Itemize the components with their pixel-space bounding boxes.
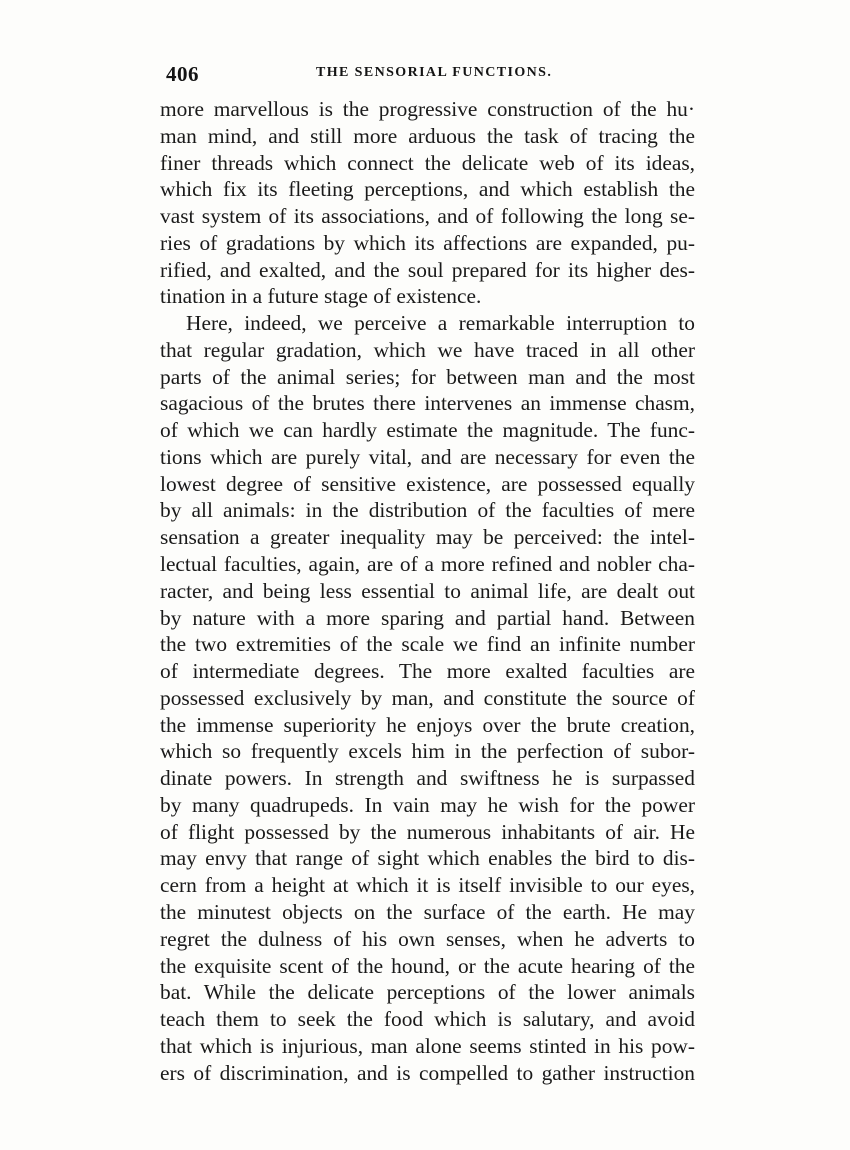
- text-line: parts of the animal series; for between man and the most: [160, 364, 695, 389]
- paragraph-start-line: Here, indeed, we perceive a remarkable interruption to: [186, 311, 695, 336]
- text-line: more marvellous is the progressive construction of the hu·: [160, 97, 695, 121]
- running-title: THE SENSORIAL FUNCTIONS.: [316, 65, 553, 80]
- text-line: the two extremities of the scale we find an infinite number: [160, 632, 695, 657]
- text-line: regret the dulness of his own senses, when he adverts to: [160, 926, 695, 951]
- text-line: man mind, and still more arduous the task of tracing the: [160, 123, 695, 148]
- text-line: that regular gradation, which we have traced in all other: [160, 337, 695, 362]
- text-line: by nature with a more sparing and partial hand. Between: [160, 605, 695, 630]
- running-head: [166, 62, 696, 88]
- text-line: the immense superiority he enjoys over the brute creation,: [160, 712, 695, 737]
- text-line: lowest degree of sensitive existence, are possessed equally: [160, 471, 695, 496]
- text-line: which fix its fleeting perceptions, and which establish the: [160, 177, 695, 202]
- text-line: by all animals: in the distribution of the faculties of mere: [160, 498, 695, 523]
- text-line: the minutest objects on the surface of the earth. He may: [160, 899, 695, 924]
- text-line: cern from a height at which it is itself invisible to our eyes,: [160, 873, 695, 898]
- text-line: tions which are purely vital, and are necessary for even the: [160, 444, 695, 469]
- text-line: dinate powers. In strength and swiftness he is surpassed: [160, 766, 695, 791]
- text-line: ries of gradations by which its affections are expanded, pu-: [160, 230, 695, 255]
- text-line: which so frequently excels him in the perfection of subor-: [160, 739, 695, 764]
- text-line: finer threads which connect the delicate web of its ideas,: [160, 150, 695, 175]
- text-line: that which is injurious, man alone seems stinted in his pow-: [160, 1033, 695, 1058]
- text-line: teach them to seek the food which is salutary, and avoid: [160, 1007, 695, 1032]
- text-line: of which we can hardly estimate the magnitude. The func-: [160, 418, 695, 443]
- text-line: ers of discrimination, and is compelled to gather instruction: [160, 1060, 695, 1085]
- text-line: racter, and being less essential to animal life, are dealt out: [160, 578, 695, 603]
- text-line: the exquisite scent of the hound, or the acute hearing of the: [160, 953, 695, 978]
- text-line: vast system of its associations, and of following the long se-: [160, 204, 695, 229]
- text-line: lectual faculties, again, are of a more refined and nobler cha-: [160, 552, 695, 577]
- text-line: of intermediate degrees. The more exalted faculties are: [160, 659, 695, 684]
- text-line: bat. While the delicate perceptions of the lower animals: [160, 980, 695, 1005]
- text-line: sensation a greater inequality may be perceived: the intel-: [160, 525, 695, 550]
- paragraph-end-line: tination in a future stage of existence.: [160, 284, 482, 309]
- page-number: 406: [166, 62, 199, 86]
- text-line: may envy that range of sight which enables the bird to dis-: [160, 846, 695, 871]
- text-line: sagacious of the brutes there intervenes an immense chasm,: [160, 391, 695, 416]
- text-line: possessed exclusively by man, and constitute the source of: [160, 685, 695, 710]
- text-line: rified, and exalted, and the soul prepared for its higher des-: [160, 257, 695, 282]
- text-line: of flight possessed by the numerous inhabitants of air. He: [160, 819, 695, 844]
- text-line: by many quadrupeds. In vain may he wish for the power: [160, 792, 695, 817]
- body-text: [160, 96, 695, 1086]
